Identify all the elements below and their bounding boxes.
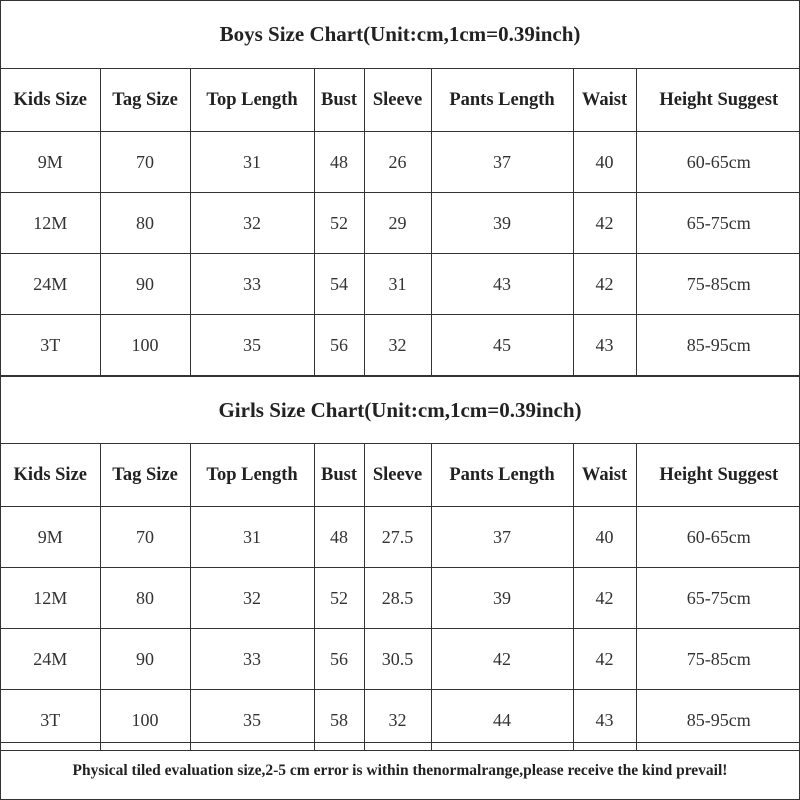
table-cell: 27.5 <box>364 507 431 568</box>
girls-header-row <box>1 444 800 507</box>
column-header: Pants Length <box>431 69 573 132</box>
table-cell: 28.5 <box>364 568 431 629</box>
table-cell: 70 <box>100 132 190 193</box>
table-row <box>1 254 800 315</box>
table-cell: 31 <box>364 254 431 315</box>
table-cell: 39 <box>431 193 573 254</box>
table-row <box>1 629 800 690</box>
table-cell: 75-85cm <box>636 254 800 315</box>
table-row <box>1 507 800 568</box>
column-header: Sleeve <box>364 444 431 507</box>
table-row <box>1 193 800 254</box>
table-row <box>1 568 800 629</box>
girls-size-table <box>1 444 800 751</box>
table-cell: 56 <box>314 315 364 376</box>
table-cell: 43 <box>573 690 636 751</box>
column-header: Top Length <box>190 444 314 507</box>
column-header: Height Suggest <box>636 69 800 132</box>
table-cell: 3T <box>1 315 100 376</box>
table-cell: 100 <box>100 690 190 751</box>
table-cell: 33 <box>190 629 314 690</box>
table-cell: 42 <box>431 629 573 690</box>
table-cell: 32 <box>190 568 314 629</box>
footer-note: Physical tiled evaluation size,2-5 cm error is within thenormalrange,please receive the kind prevail! <box>1 742 799 799</box>
table-cell: 65-75cm <box>636 568 800 629</box>
table-cell: 31 <box>190 507 314 568</box>
table-cell: 32 <box>364 690 431 751</box>
table-cell: 33 <box>190 254 314 315</box>
table-cell: 56 <box>314 629 364 690</box>
table-cell: 43 <box>431 254 573 315</box>
table-cell: 32 <box>364 315 431 376</box>
table-cell: 35 <box>190 315 314 376</box>
table-cell: 65-75cm <box>636 193 800 254</box>
table-cell: 9M <box>1 132 100 193</box>
table-cell: 40 <box>573 132 636 193</box>
table-cell: 80 <box>100 568 190 629</box>
table-cell: 12M <box>1 568 100 629</box>
table-row <box>1 315 800 376</box>
column-header: Waist <box>573 444 636 507</box>
column-header: Bust <box>314 69 364 132</box>
table-cell: 100 <box>100 315 190 376</box>
boys-chart-title: Boys Size Chart(Unit:cm,1cm=0.39inch) <box>1 1 799 69</box>
table-cell: 12M <box>1 193 100 254</box>
table-cell: 35 <box>190 690 314 751</box>
table-cell: 80 <box>100 193 190 254</box>
table-row <box>1 132 800 193</box>
table-cell: 45 <box>431 315 573 376</box>
table-cell: 26 <box>364 132 431 193</box>
girls-chart-title: Girls Size Chart(Unit:cm,1cm=0.39inch) <box>1 376 799 444</box>
table-cell: 60-65cm <box>636 507 800 568</box>
table-cell: 24M <box>1 254 100 315</box>
column-header: Height Suggest <box>636 444 800 507</box>
table-cell: 90 <box>100 629 190 690</box>
table-cell: 31 <box>190 132 314 193</box>
table-cell: 90 <box>100 254 190 315</box>
table-cell: 29 <box>364 193 431 254</box>
table-cell: 85-95cm <box>636 690 800 751</box>
table-cell: 70 <box>100 507 190 568</box>
column-header: Sleeve <box>364 69 431 132</box>
column-header: Pants Length <box>431 444 573 507</box>
column-header: Kids Size <box>1 444 100 507</box>
column-header: Waist <box>573 69 636 132</box>
table-cell: 54 <box>314 254 364 315</box>
column-header: Tag Size <box>100 444 190 507</box>
table-cell: 75-85cm <box>636 629 800 690</box>
boys-size-table <box>1 69 800 376</box>
table-cell: 85-95cm <box>636 315 800 376</box>
table-cell: 32 <box>190 193 314 254</box>
table-cell: 37 <box>431 132 573 193</box>
table-cell: 3T <box>1 690 100 751</box>
table-cell: 44 <box>431 690 573 751</box>
table-cell: 9M <box>1 507 100 568</box>
table-cell: 48 <box>314 132 364 193</box>
table-cell: 60-65cm <box>636 132 800 193</box>
table-cell: 39 <box>431 568 573 629</box>
table-cell: 42 <box>573 629 636 690</box>
table-cell: 24M <box>1 629 100 690</box>
column-header: Top Length <box>190 69 314 132</box>
table-cell: 58 <box>314 690 364 751</box>
column-header: Bust <box>314 444 364 507</box>
table-cell: 30.5 <box>364 629 431 690</box>
table-cell: 37 <box>431 507 573 568</box>
table-cell: 52 <box>314 568 364 629</box>
table-cell: 43 <box>573 315 636 376</box>
column-header: Tag Size <box>100 69 190 132</box>
table-cell: 42 <box>573 254 636 315</box>
table-cell: 48 <box>314 507 364 568</box>
table-cell: 52 <box>314 193 364 254</box>
boys-header-row <box>1 69 800 132</box>
table-cell: 42 <box>573 193 636 254</box>
column-header: Kids Size <box>1 69 100 132</box>
table-cell: 40 <box>573 507 636 568</box>
table-cell: 42 <box>573 568 636 629</box>
